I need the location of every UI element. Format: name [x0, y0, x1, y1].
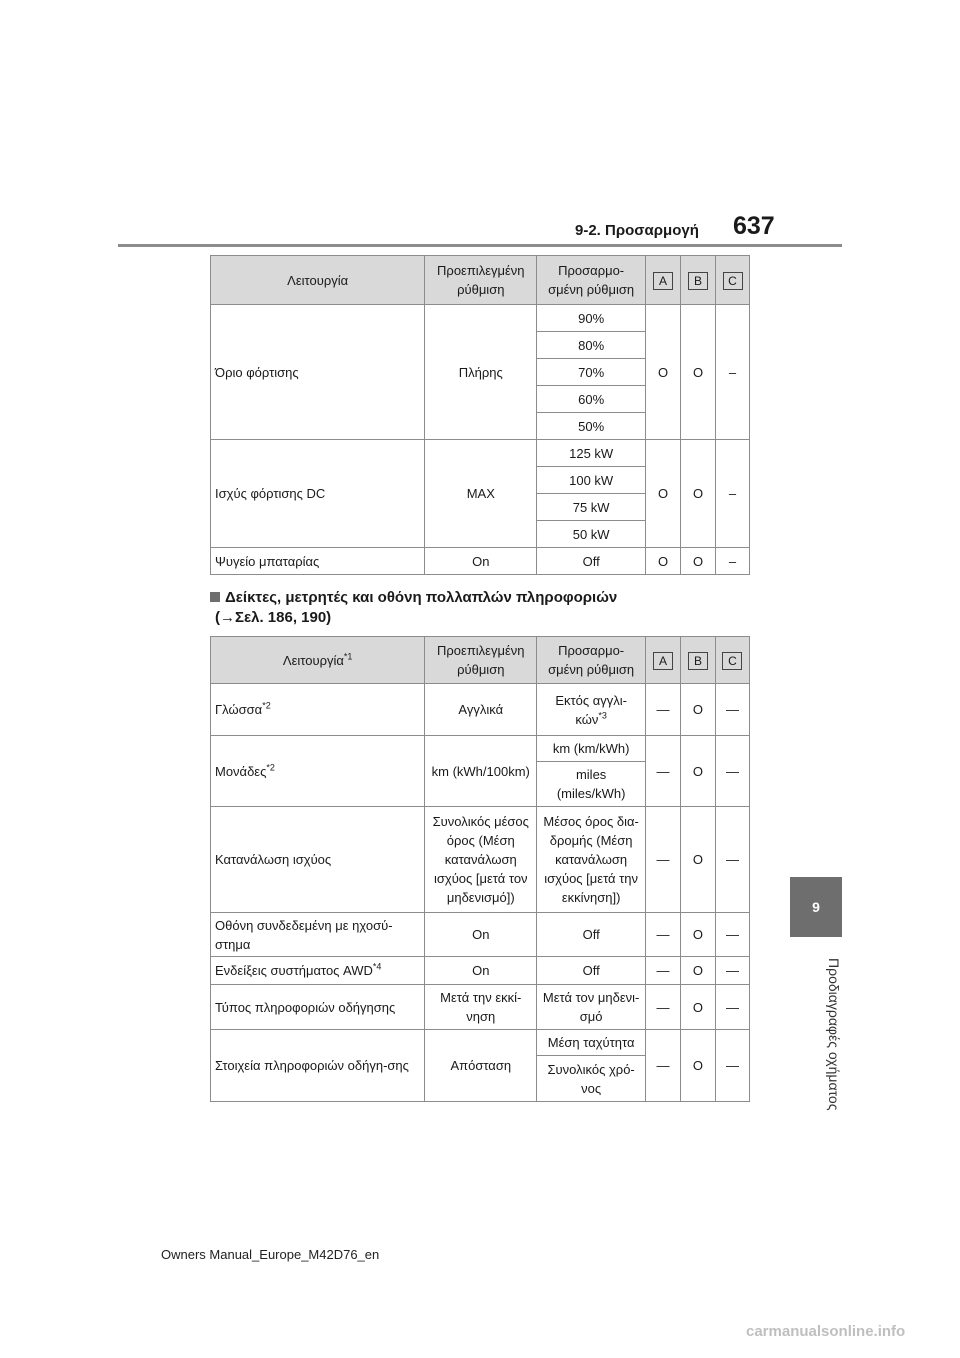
col-c-label: C: [723, 272, 743, 290]
table-row: [211, 736, 750, 762]
custom-cell: 60%: [537, 386, 646, 413]
c-cell: –: [716, 305, 750, 440]
col-c-label: C: [722, 652, 742, 670]
section-title: 9-2. Προσαρμογή: [575, 222, 699, 239]
col-b-header: [681, 256, 716, 305]
table-header-row: [211, 637, 750, 684]
custom-cell: 90%: [537, 305, 646, 332]
col-function-header: [211, 637, 425, 684]
table-row: [211, 305, 750, 332]
table-row: [211, 913, 750, 957]
custom-cell: km (km/kWh): [537, 736, 646, 762]
b-cell: O: [681, 807, 716, 913]
c-cell: –: [716, 440, 750, 548]
col-function-label: Λειτουργία: [282, 652, 344, 668]
page-reference-link[interactable]: Σελ. 186, 190): [235, 609, 332, 626]
watermark-text: carmanualsonline.info: [746, 1323, 906, 1340]
a-cell: —: [646, 957, 681, 985]
footnote-marker: *2: [262, 700, 271, 711]
default-cell: On: [425, 548, 537, 575]
col-c-header: [715, 637, 749, 684]
custom-cell: [537, 684, 646, 736]
col-a-header: [646, 256, 681, 305]
header-divider: [118, 244, 842, 247]
default-cell: MAX: [425, 440, 537, 548]
default-cell: Αγγλικά: [425, 684, 537, 736]
b-cell: O: [681, 1030, 716, 1102]
col-c-header: [716, 256, 750, 305]
function-cell: Ψυγείο μπαταρίας: [211, 548, 425, 575]
function-label: Μονάδες: [215, 763, 267, 779]
col-custom-header: Προσαρμο-σμένη ρύθμιση: [537, 256, 646, 305]
a-cell: O: [646, 440, 681, 548]
function-cell: Κατανάλωση ισχύος: [211, 807, 425, 913]
default-cell: km (kWh/100km): [425, 736, 537, 807]
function-cell: [211, 736, 425, 807]
b-cell: O: [681, 985, 716, 1030]
custom-cell: 70%: [537, 359, 646, 386]
footnote-marker: *3: [598, 710, 607, 721]
col-a-header: [646, 637, 681, 684]
a-cell: —: [646, 913, 681, 957]
custom-cell: Off: [537, 913, 646, 957]
col-default-header: Προεπιλεγμένη ρύθμιση: [425, 637, 537, 684]
c-cell: —: [715, 913, 749, 957]
bullet-square-icon: [210, 592, 220, 602]
custom-cell: 75 kW: [537, 494, 646, 521]
a-cell: —: [646, 807, 681, 913]
table-row: [211, 684, 750, 736]
function-cell: [211, 684, 425, 736]
function-cell: Οθόνη συνδεδεμένη με ηχοσύ-στημα: [211, 913, 425, 957]
b-cell: O: [681, 440, 716, 548]
section-heading: [210, 588, 617, 628]
charging-settings-table: [210, 255, 750, 575]
footnote-marker: *1: [343, 651, 353, 662]
custom-cell: Μέσος όρος δια-δρομής (Μέση κατανάλωση ισχύος [μετά την εκκίνηση]): [537, 807, 646, 913]
table-row: [211, 807, 750, 913]
custom-cell: Μετά τον μηδενι-σμό: [537, 985, 646, 1030]
default-cell: On: [425, 913, 537, 957]
function-cell: Ισχύς φόρτισης DC: [211, 440, 425, 548]
custom-cell: Off: [537, 957, 646, 985]
a-cell: —: [646, 684, 681, 736]
arrow-right-icon: →: [220, 609, 235, 626]
section-heading-title: Δείκτες, μετρητές και οθόνη πολλαπλών πληροφοριών: [225, 589, 618, 606]
b-cell: O: [681, 305, 716, 440]
c-cell: —: [715, 736, 749, 807]
c-cell: —: [715, 985, 749, 1030]
custom-label: Εκτός αγγλι-κών: [555, 692, 627, 727]
default-cell: Απόσταση: [425, 1030, 537, 1102]
a-cell: —: [646, 985, 681, 1030]
custom-cell: Μέση ταχύτητα: [537, 1030, 646, 1056]
function-label: Ενδείξεις συστήματος AWD: [215, 963, 373, 978]
col-default-header: Προεπιλεγμένη ρύθμιση: [425, 256, 537, 305]
custom-cell: Off: [537, 548, 646, 575]
custom-cell: 50%: [537, 413, 646, 440]
table-row: [211, 1030, 750, 1056]
table-row: [211, 985, 750, 1030]
table-row: [211, 440, 750, 467]
custom-cell: miles (miles/kWh): [537, 762, 646, 807]
a-cell: —: [646, 1030, 681, 1102]
table-row: [211, 957, 750, 985]
col-a-label: A: [653, 272, 673, 290]
b-cell: O: [681, 548, 716, 575]
default-cell: Συνολικός μέσος όρος (Μέση κατανάλωση ισχύος [μετά τον μηδενισμό]): [425, 807, 537, 913]
a-cell: O: [646, 305, 681, 440]
custom-cell: Συνολικός χρό-νος: [537, 1056, 646, 1102]
function-label: Γλώσσα: [215, 702, 263, 717]
c-cell: –: [716, 548, 750, 575]
c-cell: —: [715, 807, 749, 913]
ref-open: (: [215, 609, 220, 626]
col-b-header: [681, 637, 716, 684]
footnote-marker: *4: [372, 961, 382, 972]
function-cell: Τύπος πληροφοριών οδήγησης: [211, 985, 425, 1030]
function-cell: Στοιχεία πληροφοριών οδήγη-σης: [211, 1030, 425, 1102]
table-row: [211, 548, 750, 575]
col-b-label: B: [688, 652, 708, 670]
custom-cell: 80%: [537, 332, 646, 359]
b-cell: O: [681, 736, 716, 807]
default-cell: Μετά την εκκί-νηση: [425, 985, 537, 1030]
function-cell: Όριο φόρτισης: [211, 305, 425, 440]
b-cell: O: [681, 957, 716, 985]
col-a-label: A: [653, 652, 673, 670]
chapter-tab-number: 9: [790, 877, 842, 937]
footnote-marker: *2: [266, 762, 275, 773]
custom-cell: 125 kW: [537, 440, 646, 467]
c-cell: —: [715, 957, 749, 985]
c-cell: —: [715, 684, 749, 736]
a-cell: —: [646, 736, 681, 807]
default-cell: On: [425, 957, 537, 985]
page-number: 637: [733, 212, 775, 240]
table-header-row: [211, 256, 750, 305]
display-settings-table: [210, 636, 750, 1102]
col-custom-header: Προσαρμο-σμένη ρύθμιση: [537, 637, 646, 684]
b-cell: O: [681, 684, 716, 736]
function-cell: [211, 957, 425, 985]
b-cell: O: [681, 913, 716, 957]
a-cell: O: [646, 548, 681, 575]
custom-cell: 100 kW: [537, 467, 646, 494]
col-b-label: B: [688, 272, 708, 290]
chapter-tab-title: Προδιαγραφές οχήματος: [826, 957, 842, 1111]
col-function-header: Λειτουργία: [211, 256, 425, 305]
custom-cell: 50 kW: [537, 521, 646, 548]
default-cell: Πλήρης: [425, 305, 537, 440]
c-cell: —: [715, 1030, 749, 1102]
footer-text: Owners Manual_Europe_M42D76_en: [161, 1247, 380, 1262]
